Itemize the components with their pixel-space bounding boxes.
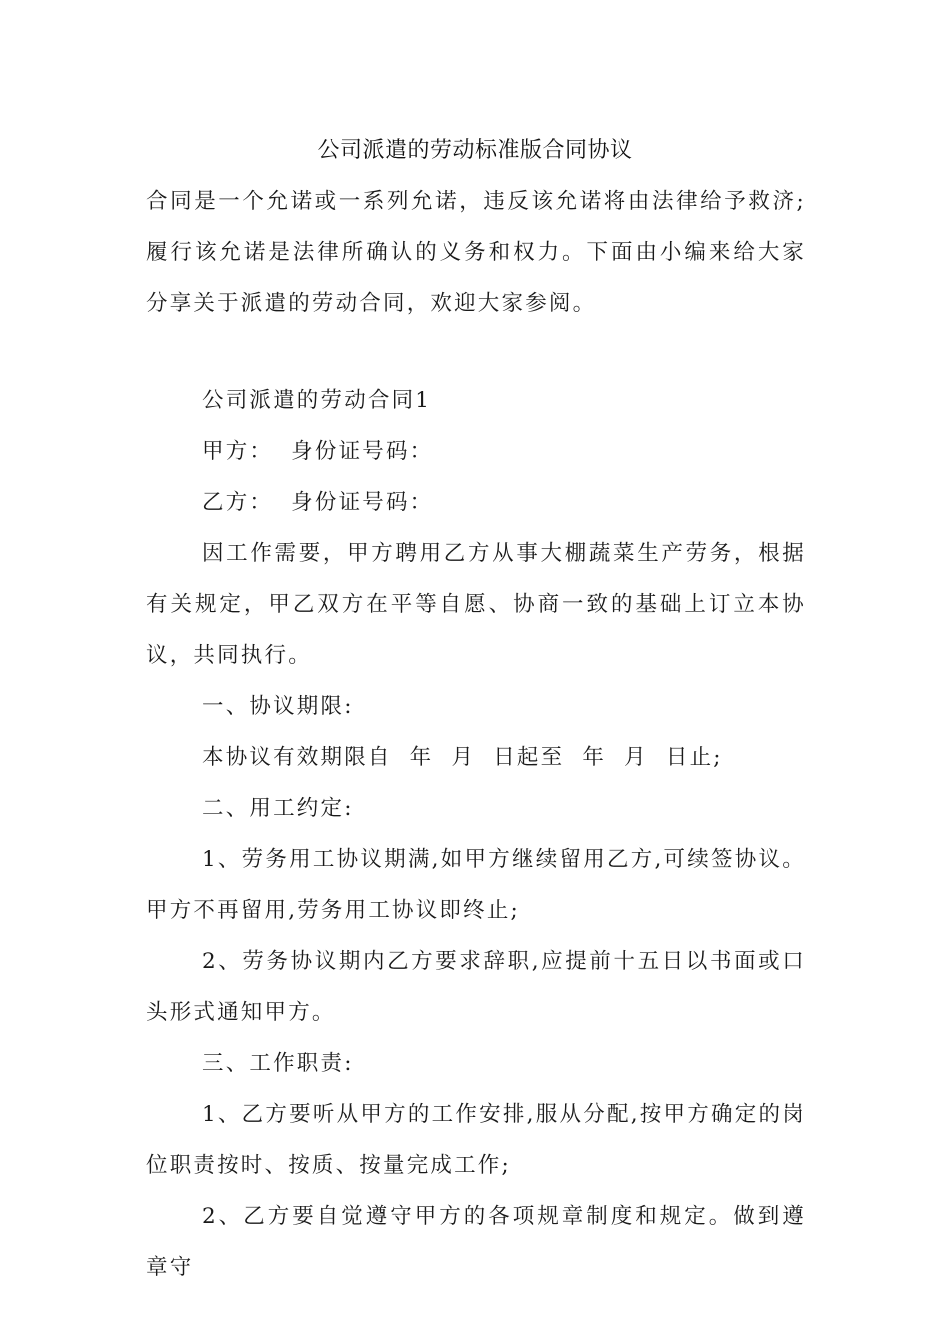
duties-clause-2: 2、乙方要自觉遵守甲方的各项规章制度和规定。做到遵章守: [146, 1204, 806, 1280]
document-title: 公司派遣的劳动标准版合同协议: [317, 138, 633, 163]
intro-paragraph: 合同是一个允诺或一系列允诺，违反该允诺将由法律给予救济;履行该允诺是法律所确认的义务和权力。下面由小编来给大家分享关于派遣的劳动合同，欢迎大家参阅。: [146, 189, 806, 316]
party-a-line: 甲方： 身份证号码：: [202, 439, 434, 464]
term-clause: 本协议有效期限自 年 月 日起至 年 月 日止;: [202, 745, 723, 770]
contract-heading: 公司派遣的劳动合同1: [202, 388, 432, 413]
party-b-line: 乙方： 身份证号码：: [202, 490, 434, 515]
preamble-paragraph: 因工作需要，甲方聘用乙方从事大棚蔬菜生产劳务，根据有关规定，甲乙双方在平等自愿、协商一致的基础上订立本协议，共同执行。: [146, 541, 806, 668]
employment-clause-2: 2、劳务协议期内乙方要求辞职,应提前十五日以书面或口头形式通知甲方。: [146, 949, 806, 1025]
employment-clause-1: 1、劳务用工协议期满,如甲方继续留用乙方,可续签协议。甲方不再留用,劳务用工协议即终止;: [146, 847, 806, 923]
duties-clause-1: 1、乙方要听从甲方的工作安排,服从分配,按甲方确定的岗位职责按时、按质、按量完成工作;: [146, 1102, 806, 1178]
contract-body: [146, 375, 806, 1293]
section-heading-employment: 二、用工约定:: [202, 796, 354, 821]
section-heading-term: 一、协议期限:: [202, 694, 354, 719]
section-heading-duties: 三、工作职责:: [202, 1051, 354, 1076]
